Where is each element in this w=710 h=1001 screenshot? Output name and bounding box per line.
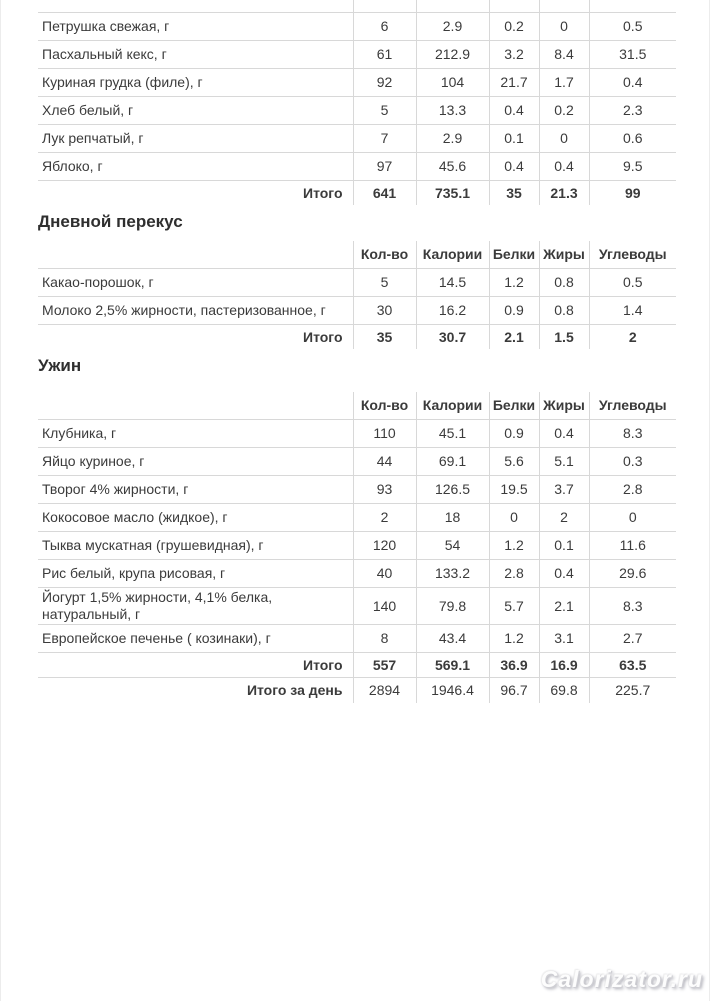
grand-total-carbs: 225.7 <box>589 678 676 704</box>
cell-carbs: 2.8 <box>589 476 676 504</box>
cell-quantity: 8 <box>353 625 416 653</box>
col-header-protein: Белки <box>489 392 539 420</box>
cell-calories: 13.3 <box>416 97 489 125</box>
cell-protein: 2.8 <box>489 560 539 588</box>
cell-fat: 0.4 <box>539 560 589 588</box>
cell-carbs: 2.7 <box>589 625 676 653</box>
cell-carbs: 1.4 <box>589 297 676 325</box>
cell-carbs: 29.6 <box>589 560 676 588</box>
food-name: Йогурт 1,5% жирности, 4,1% белка, натуральный, г <box>38 588 353 625</box>
table-row <box>38 269 676 297</box>
cell-fat: 0 <box>539 125 589 153</box>
cell-calories: 126.5 <box>416 476 489 504</box>
cell-fat: 0 <box>539 13 589 41</box>
food-name: Лук репчатый, г <box>38 125 353 153</box>
cell-fat: 3.7 <box>539 476 589 504</box>
cell-calories: 45.6 <box>416 153 489 181</box>
table-row <box>38 476 676 504</box>
cell-fat: 2.1 <box>539 588 589 625</box>
col-header-carbs: Углеводы <box>589 241 676 269</box>
col-header-quantity: Кол-во <box>353 241 416 269</box>
section-title-dinner: Ужин <box>38 356 82 375</box>
food-name: Куриная грудка (филе), г <box>38 69 353 97</box>
total-quantity: 641 <box>353 181 416 206</box>
cell-fat: 0.1 <box>539 532 589 560</box>
cell-quantity: 140 <box>353 588 416 625</box>
cell-fat: 0.2 <box>539 97 589 125</box>
cell-calories: 69.1 <box>416 448 489 476</box>
table-row <box>38 69 676 97</box>
cell-protein: 5.7 <box>489 588 539 625</box>
cell-carbs: 31.5 <box>589 41 676 69</box>
table-row <box>38 97 676 125</box>
table-row <box>38 588 676 625</box>
food-name: Хлеб белый, г <box>38 97 353 125</box>
cell-fat: 1.7 <box>539 69 589 97</box>
cell-protein: 3.2 <box>489 41 539 69</box>
cell-protein: 1.2 <box>489 532 539 560</box>
total-calories: 735.1 <box>416 181 489 206</box>
col-header-calories: Калории <box>416 392 489 420</box>
cell-quantity: 44 <box>353 448 416 476</box>
cell-fat: 3.1 <box>539 625 589 653</box>
table-row <box>38 297 676 325</box>
meal-table-top <box>38 0 676 205</box>
food-name: Кокосовое масло (жидкое), г <box>38 504 353 532</box>
cell-carbs: 0.4 <box>589 69 676 97</box>
cell-carbs: 0.5 <box>589 269 676 297</box>
cell-fat: 0.8 <box>539 297 589 325</box>
col-header-fat: Жиры <box>539 392 589 420</box>
cell-carbs: 0.6 <box>589 125 676 153</box>
grand-total-protein: 96.7 <box>489 678 539 704</box>
header-row <box>38 241 676 269</box>
calorizator-watermark: Calorizator.ru <box>540 966 703 992</box>
total-carbs: 2 <box>589 325 676 350</box>
grand-total-row <box>38 678 676 704</box>
table-row <box>38 625 676 653</box>
cell-calories: 14.5 <box>416 269 489 297</box>
total-carbs: 99 <box>589 181 676 206</box>
cell-calories: 54 <box>416 532 489 560</box>
total-fat: 1.5 <box>539 325 589 350</box>
cell-calories: 104 <box>416 69 489 97</box>
cell-carbs: 11.6 <box>589 532 676 560</box>
cell-protein: 0.4 <box>489 97 539 125</box>
cell-carbs: 8.3 <box>589 588 676 625</box>
food-name: Петрушка свежая, г <box>38 13 353 41</box>
cell-calories: 79.8 <box>416 588 489 625</box>
cell-calories: 212.9 <box>416 41 489 69</box>
cell-protein: 1.2 <box>489 625 539 653</box>
grand-total-quantity: 2894 <box>353 678 416 704</box>
cell-calories: 18 <box>416 504 489 532</box>
cell-carbs: 8.3 <box>589 420 676 448</box>
header-empty <box>38 241 353 269</box>
cell-protein: 0.9 <box>489 297 539 325</box>
col-header-quantity: Кол-во <box>353 392 416 420</box>
cell-quantity: 93 <box>353 476 416 504</box>
food-name: Тыква мускатная (грушевидная), г <box>38 532 353 560</box>
spacer <box>38 385 709 392</box>
cell-protein: 5.6 <box>489 448 539 476</box>
cell-protein: 0.2 <box>489 13 539 41</box>
grand-total-calories: 1946.4 <box>416 678 489 704</box>
cell-carbs: 0.5 <box>589 13 676 41</box>
cell-fat: 5.1 <box>539 448 589 476</box>
total-row <box>38 653 676 678</box>
cell-carbs: 0 <box>589 504 676 532</box>
table-row <box>38 153 676 181</box>
cell-fat: 8.4 <box>539 41 589 69</box>
table-row <box>38 13 676 41</box>
total-carbs: 63.5 <box>589 653 676 678</box>
cell-fat: 0.4 <box>539 420 589 448</box>
total-protein: 35 <box>489 181 539 206</box>
total-fat: 16.9 <box>539 653 589 678</box>
food-name: Рис белый, крупа рисовая, г <box>38 560 353 588</box>
cell-fat: 2 <box>539 504 589 532</box>
total-row <box>38 325 676 350</box>
cell-quantity: 110 <box>353 420 416 448</box>
table-row <box>38 125 676 153</box>
cell-calories: 2.9 <box>416 125 489 153</box>
total-label: Итого <box>38 653 353 678</box>
section-title-day-snack: Дневной перекус <box>38 212 183 231</box>
cell-quantity: 97 <box>353 153 416 181</box>
cell-calories: 2.9 <box>416 13 489 41</box>
food-name: Какао-порошок, г <box>38 269 353 297</box>
cell-quantity: 7 <box>353 125 416 153</box>
total-row <box>38 181 676 206</box>
header-empty <box>38 392 353 420</box>
table-row <box>38 532 676 560</box>
col-header-carbs: Углеводы <box>589 392 676 420</box>
cell-protein: 0.9 <box>489 420 539 448</box>
food-name: Молоко 2,5% жирности, пастеризованное, г <box>38 297 353 325</box>
meal-table-dinner <box>38 392 676 703</box>
cell-quantity: 120 <box>353 532 416 560</box>
cell-calories: 16.2 <box>416 297 489 325</box>
cell-quantity: 5 <box>353 269 416 297</box>
total-label: Итого <box>38 325 353 350</box>
table-row <box>38 560 676 588</box>
food-name: Пасхальный кекс, г <box>38 41 353 69</box>
total-label: Итого <box>38 181 353 206</box>
cell-quantity: 40 <box>353 560 416 588</box>
cell-protein: 0.4 <box>489 153 539 181</box>
cell-protein: 21.7 <box>489 69 539 97</box>
total-calories: 30.7 <box>416 325 489 350</box>
cell-carbs: 0.3 <box>589 448 676 476</box>
food-name: Европейское печенье ( козинаки), г <box>38 625 353 653</box>
cell-protein: 0 <box>489 504 539 532</box>
total-fat: 21.3 <box>539 181 589 206</box>
cutoff-row <box>38 0 676 13</box>
total-protein: 2.1 <box>489 325 539 350</box>
cell-protein: 1.2 <box>489 269 539 297</box>
cell-protein: 0.1 <box>489 125 539 153</box>
food-name: Клубника, г <box>38 420 353 448</box>
cell-quantity: 30 <box>353 297 416 325</box>
cell-calories: 45.1 <box>416 420 489 448</box>
total-quantity: 35 <box>353 325 416 350</box>
grand-total-label: Итого за день <box>38 678 353 704</box>
cell-fat: 0.4 <box>539 153 589 181</box>
col-header-fat: Жиры <box>539 241 589 269</box>
total-protein: 36.9 <box>489 653 539 678</box>
table-row <box>38 41 676 69</box>
total-calories: 569.1 <box>416 653 489 678</box>
grand-total-fat: 69.8 <box>539 678 589 704</box>
cell-fat: 0.8 <box>539 269 589 297</box>
food-name: Яйцо куриное, г <box>38 448 353 476</box>
cell-quantity: 5 <box>353 97 416 125</box>
table-row <box>38 420 676 448</box>
cell-quantity: 6 <box>353 13 416 41</box>
cell-calories: 43.4 <box>416 625 489 653</box>
cell-carbs: 2.3 <box>589 97 676 125</box>
table-row <box>38 504 676 532</box>
table-row <box>38 448 676 476</box>
cell-calories: 133.2 <box>416 560 489 588</box>
cell-quantity: 92 <box>353 69 416 97</box>
header-row <box>38 392 676 420</box>
cell-quantity: 61 <box>353 41 416 69</box>
col-header-protein: Белки <box>489 241 539 269</box>
cell-quantity: 2 <box>353 504 416 532</box>
cell-protein: 19.5 <box>489 476 539 504</box>
total-quantity: 557 <box>353 653 416 678</box>
food-name: Яблоко, г <box>38 153 353 181</box>
cutoff-cell <box>38 0 353 13</box>
cell-carbs: 9.5 <box>589 153 676 181</box>
food-name: Творог 4% жирности, г <box>38 476 353 504</box>
meal-table-day-snack <box>38 241 676 349</box>
col-header-calories: Калории <box>416 241 489 269</box>
